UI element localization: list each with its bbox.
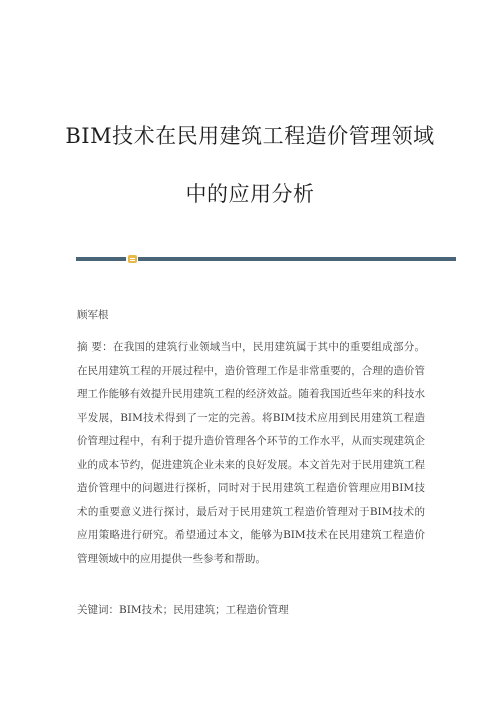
abstract-paragraph: 摘 要：在我国的建筑行业领域当中，民用建筑属于其中的重要组成部分。在民用建筑工程的开展过程中，造价管理工作是非常重要的，合理的造价管理工作能够有效提升民用建筑工程的经济效益。随着我国近些年来的科技水平发展，BIM技术得到了一定的完善。将BIM技术应用到民用建筑工程造价管理过程中，有利于提升造价管理各个环节的工作水平，从而实现建筑企业的成本节约，促进建筑企业未来的良好发展。本文首先对于民用建筑工程造价管理中的问题进行探析，同时对于民用建筑工程造价管理应用BIM技术的重要意义进行探讨，最后对于民用建筑工程造价管理对于BIM技术的应用策略进行研究。希望通过本文，能够为BIM技术在民用建筑工程造价管理领域中的应用提供一些参考和帮助。 <box>77 341 425 565</box>
title-divider <box>76 256 456 262</box>
document-badge-icon <box>128 255 137 263</box>
divider-bar-left <box>76 257 126 261</box>
title-line-2: 中的应用分析 <box>185 182 315 206</box>
keywords-line: 关键词：BIM技术；民用建筑；工程造价管理 <box>77 604 289 616</box>
title-line-1: BIM技术在民用建筑工程造价管理领域 <box>65 124 435 148</box>
divider-bar-right <box>138 257 456 261</box>
author-name: 顾军根 <box>77 309 109 321</box>
